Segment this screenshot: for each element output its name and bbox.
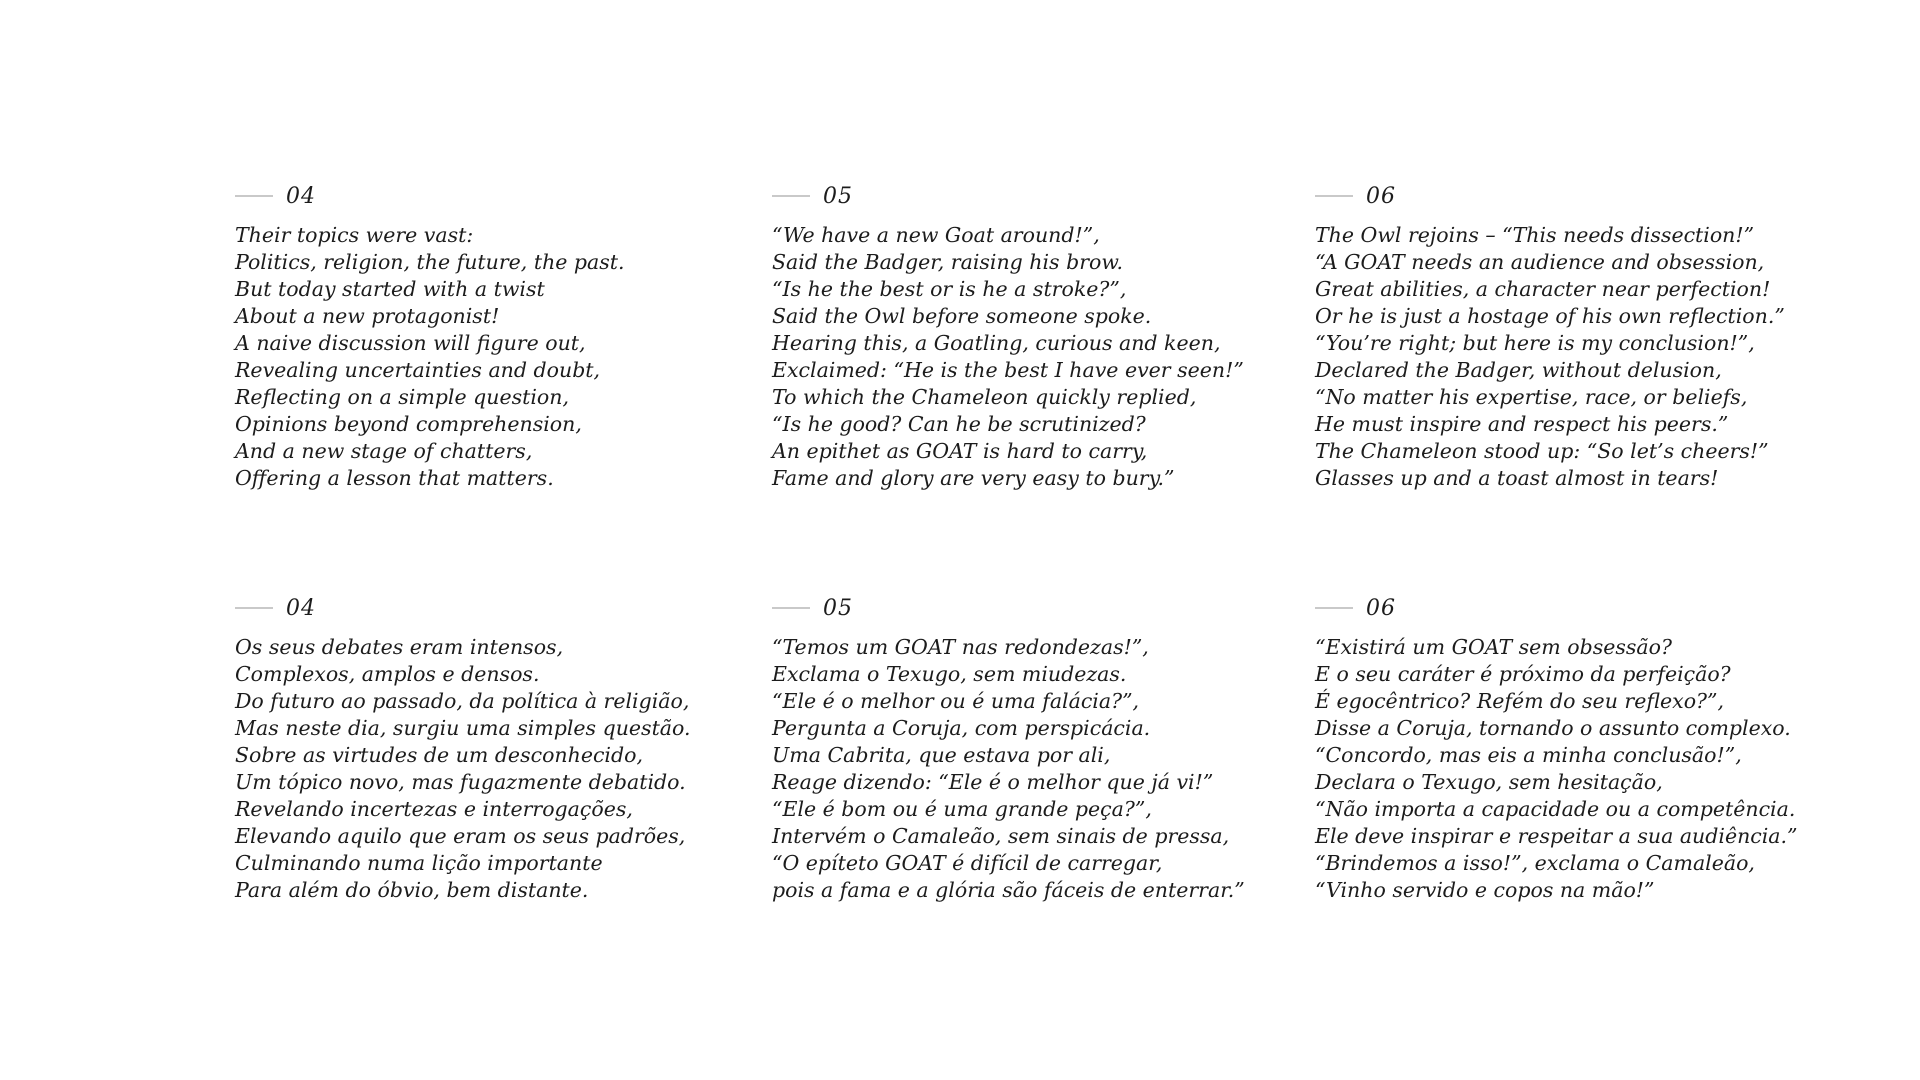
- stanza-number: 06: [1366, 595, 1396, 621]
- poem-line: He must inspire and respect his peers.”: [1315, 412, 1729, 436]
- poem-line: “Existirá um GOAT sem obsessão?: [1315, 635, 1672, 659]
- poem-line: Intervém o Camaleão, sem sinais de pressa,: [772, 824, 1230, 848]
- poem-line: To which the Chameleon quickly replied,: [772, 385, 1197, 409]
- stanza-number: 05: [823, 595, 853, 621]
- poem-line: “Concordo, mas eis a minha conclusão!”,: [1315, 743, 1742, 767]
- poem-line: Culminando numa lição importante: [235, 851, 603, 875]
- poem-line: Revealing uncertainties and doubt,: [235, 358, 601, 382]
- stanza-rule: [1315, 607, 1353, 609]
- poem-line: Os seus debates eram intensos,: [235, 635, 564, 659]
- stanza-rule: [1315, 195, 1353, 197]
- stanza-text: [772, 634, 1277, 904]
- poem-line: É egocêntrico? Refém do seu reflexo?”,: [1315, 689, 1725, 713]
- stanza-text: [235, 634, 740, 904]
- poem-line: Complexos, amplos e densos.: [235, 662, 540, 686]
- stanza-en-06: [1315, 183, 1820, 492]
- poem-line: Exclaimed: “He is the best I have ever seen!”: [772, 358, 1244, 382]
- poem-line: “Vinho servido e copos na mão!”: [1315, 878, 1655, 902]
- poem-line: Declara o Texugo, sem hesitação,: [1315, 770, 1663, 794]
- poem-line: Said the Badger, raising his brow.: [772, 250, 1123, 274]
- stanza-header: [1315, 183, 1820, 209]
- stanza-text: [1315, 634, 1820, 904]
- poem-line: Ele deve inspirar e respeitar a sua audiência.”: [1315, 824, 1798, 848]
- poem-line: “You’re right; but here is my conclusion!”,: [1315, 331, 1755, 355]
- poem-line: But today started with a twist: [235, 277, 545, 301]
- poem-line: pois a fama e a glória são fáceis de enterrar.”: [772, 878, 1245, 902]
- poem-line: “Ele é bom ou é uma grande peça?”,: [772, 797, 1152, 821]
- poem-line: Disse a Coruja, tornando o assunto complexo.: [1315, 716, 1791, 740]
- stanza-header: [772, 183, 1277, 209]
- stanza-header: [235, 183, 740, 209]
- poem-line: The Chameleon stood up: “So let’s cheers!”: [1315, 439, 1769, 463]
- stanza-number: 05: [823, 183, 853, 209]
- poem-line: Hearing this, a Goatling, curious and keen,: [772, 331, 1221, 355]
- poem-line: Um tópico novo, mas fugazmente debatido.: [235, 770, 686, 794]
- poem-line: Fame and glory are very easy to bury.”: [772, 466, 1175, 490]
- stanza-rule: [772, 195, 810, 197]
- poem-line: “Is he the best or is he a stroke?”,: [772, 277, 1127, 301]
- poem-line: Uma Cabrita, que estava por ali,: [772, 743, 1111, 767]
- poem-line: E o seu caráter é próximo da perfeição?: [1315, 662, 1731, 686]
- stanza-number: 04: [286, 595, 316, 621]
- stanza-text: [235, 222, 740, 492]
- poem-line: “Ele é o melhor ou é uma falácia?”,: [772, 689, 1140, 713]
- stanza-text: [1315, 222, 1820, 492]
- poem-line: About a new protagonist!: [235, 304, 500, 328]
- poem-line: An epithet as GOAT is hard to carry,: [772, 439, 1148, 463]
- stanza-pt-06: [1315, 595, 1820, 904]
- poem-line: Reage dizendo: “Ele é o melhor que já vi!”: [772, 770, 1214, 794]
- poem-line: “We have a new Goat around!”,: [772, 223, 1100, 247]
- stanza-header: [235, 595, 740, 621]
- poem-line: Mas neste dia, surgiu uma simples questão.: [235, 716, 691, 740]
- poem-line: Exclama o Texugo, sem miudezas.: [772, 662, 1127, 686]
- poem-line: “O epíteto GOAT é difícil de carregar,: [772, 851, 1163, 875]
- poem-line: “Brindemos a isso!”, exclama o Camaleão,: [1315, 851, 1755, 875]
- poem-line: “Is he good? Can he be scrutinized?: [772, 412, 1146, 436]
- poem-line: Para além do óbvio, bem distante.: [235, 878, 589, 902]
- poem-line: Elevando aquilo que eram os seus padrões,: [235, 824, 686, 848]
- poem-line: Offering a lesson that matters.: [235, 466, 554, 490]
- stanza-rule: [235, 195, 273, 197]
- poem-line: Opinions beyond comprehension,: [235, 412, 582, 436]
- stanza-rule: [235, 607, 273, 609]
- stanza-rule: [772, 607, 810, 609]
- poem-line: “Não importa a capacidade ou a competência.: [1315, 797, 1796, 821]
- stanza-text: [772, 222, 1277, 492]
- poem-line: The Owl rejoins – “This needs dissection!”: [1315, 223, 1755, 247]
- poem-line: Glasses up and a toast almost in tears!: [1315, 466, 1719, 490]
- poem-line: Pergunta a Coruja, com perspicácia.: [772, 716, 1151, 740]
- stanza-pt-04: [235, 595, 740, 904]
- poem-line: Declared the Badger, without delusion,: [1315, 358, 1722, 382]
- poem-line: Or he is just a hostage of his own reflection.”: [1315, 304, 1785, 328]
- poem-line: A naive discussion will figure out,: [235, 331, 586, 355]
- stanza-pt-05: [772, 595, 1277, 904]
- stanza-en-05: [772, 183, 1277, 492]
- poem-line: “No matter his expertise, race, or beliefs,: [1315, 385, 1748, 409]
- stanza-number: 06: [1366, 183, 1396, 209]
- poem-line: Reflecting on a simple question,: [235, 385, 569, 409]
- stanza-number: 04: [286, 183, 316, 209]
- poem-line: Do futuro ao passado, da política à religião,: [235, 689, 690, 713]
- stanza-header: [1315, 595, 1820, 621]
- poem-line: Sobre as virtudes de um desconhecido,: [235, 743, 643, 767]
- poem-line: And a new stage of chatters,: [235, 439, 533, 463]
- poem-line: Their topics were vast:: [235, 223, 474, 247]
- poem-line: Said the Owl before someone spoke.: [772, 304, 1152, 328]
- poem-line: “Temos um GOAT nas redondezas!”,: [772, 635, 1149, 659]
- poem-line: “A GOAT needs an audience and obsession,: [1315, 250, 1765, 274]
- poem-line: Great abilities, a character near perfection!: [1315, 277, 1771, 301]
- poem-line: Politics, religion, the future, the past.: [235, 250, 625, 274]
- poem-line: Revelando incertezas e interrogações,: [235, 797, 633, 821]
- stanza-header: [772, 595, 1277, 621]
- stanza-en-04: [235, 183, 740, 492]
